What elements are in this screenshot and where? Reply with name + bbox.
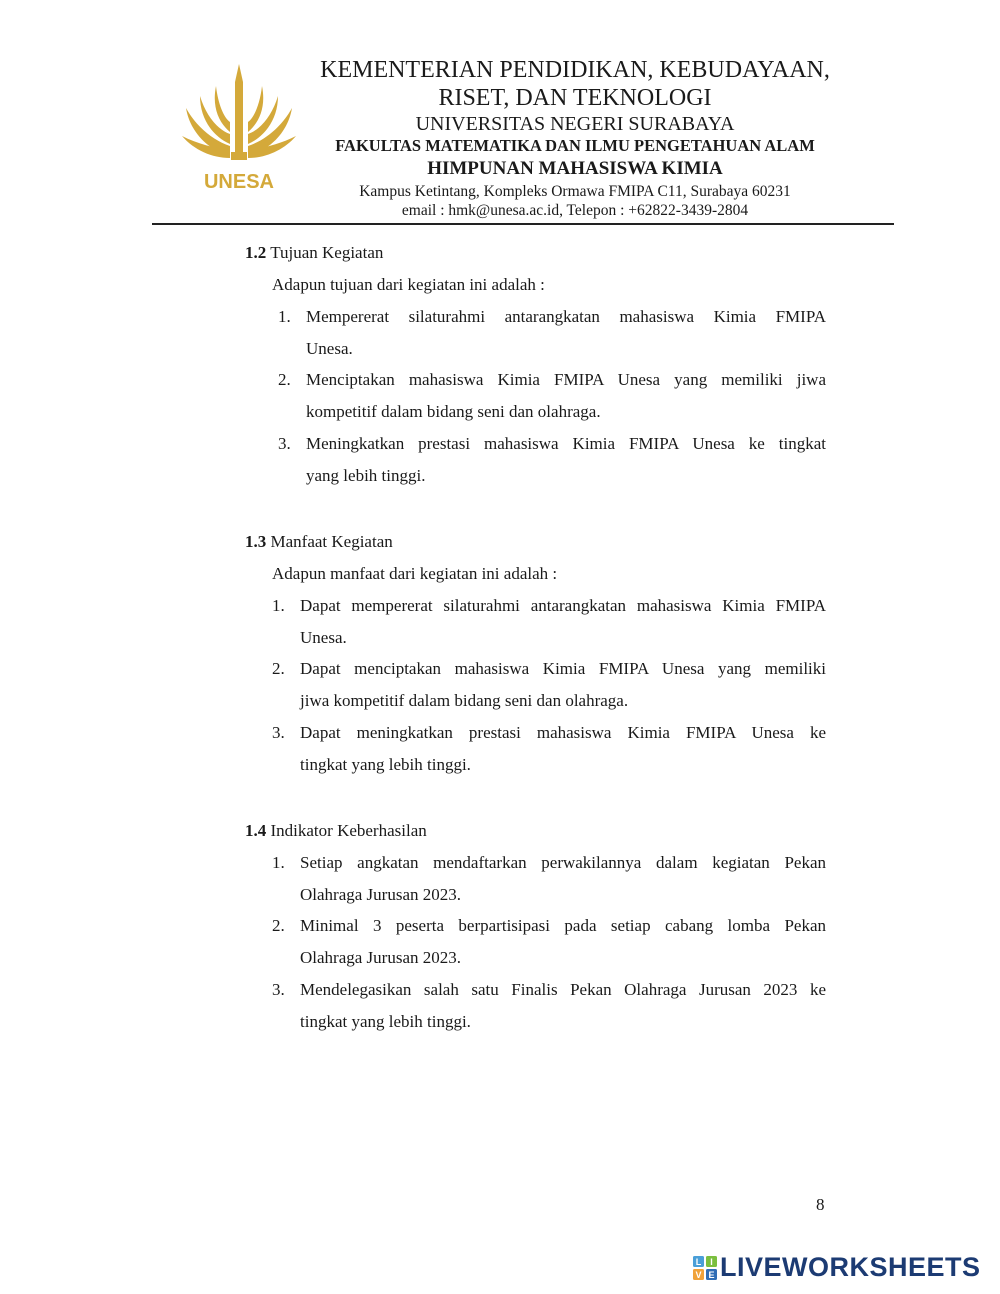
section-heading xyxy=(245,242,383,264)
list-text-line: Olahraga Jurusan 2023. xyxy=(300,948,461,967)
section-title: Tujuan Kegiatan xyxy=(270,243,384,262)
contact-line: email : hmk@unesa.ac.id, Telepon : +62822-3439-2804 xyxy=(401,202,749,219)
header-divider xyxy=(152,223,894,225)
list-number: 3. xyxy=(272,980,285,999)
section-heading xyxy=(245,531,393,553)
list-text-line: Mendelegasikan salah satu Finalis Pekan Olahraga Jurusan 2023 ke xyxy=(300,980,826,999)
unesa-logo xyxy=(178,60,300,194)
ministry-line-1: KEMENTERIAN PENDIDIKAN, KEBUDAYAAN, xyxy=(320,57,830,83)
list-number: 1. xyxy=(272,596,285,615)
list-text-line: Minimal 3 peserta berpartisipasi pada setiap cabang lomba Pekan xyxy=(300,916,826,935)
list-number: 3. xyxy=(278,434,291,453)
list-text-line: Unesa. xyxy=(306,339,353,358)
list-text-line: yang lebih tinggi. xyxy=(306,466,426,485)
section-intro: Adapun manfaat dari kegiatan ini adalah : xyxy=(272,564,558,583)
section-intro: Adapun tujuan dari kegiatan ini adalah : xyxy=(272,275,545,294)
list-number: 2. xyxy=(272,659,285,678)
list-number: 1. xyxy=(272,853,285,872)
section-number: 1.2 xyxy=(245,243,267,262)
list-text-line: Dapat menciptakan mahasiswa Kimia FMIPA Unesa yang memiliki xyxy=(300,659,826,678)
section-title: Manfaat Kegiatan xyxy=(270,532,393,551)
svg-text:E: E xyxy=(708,1269,715,1280)
list-text-line: Meningkatkan prestasi mahasiswa Kimia FMIPA Unesa ke tingkat xyxy=(306,434,826,453)
page-number: 8 xyxy=(816,1195,825,1214)
logo-text: UNESA xyxy=(203,171,275,193)
list-text-line: Mempererat silaturahmi antarangkatan mahasiswa Kimia FMIPA xyxy=(306,307,826,326)
svg-text:I: I xyxy=(710,1256,713,1267)
section-heading xyxy=(245,820,427,842)
university-name: UNIVERSITAS NEGERI SURABAYA xyxy=(415,113,735,135)
ministry-line-2: RISET, DAN TEKNOLOGI xyxy=(438,85,712,111)
section-title: Indikator Keberhasilan xyxy=(270,821,427,840)
faculty-name: FAKULTAS MATEMATIKA DAN ILMU PENGETAHUAN ALAM xyxy=(335,136,815,155)
list-text-line: tingkat yang lebih tinggi. xyxy=(300,755,471,774)
section-number: 1.4 xyxy=(245,821,267,840)
organization-name: HIMPUNAN MAHASISWA KIMIA xyxy=(427,158,723,179)
liveworksheets-text: LIVEWORKSHEETS xyxy=(720,1252,981,1282)
svg-text:V: V xyxy=(695,1269,702,1280)
list-text-line: Menciptakan mahasiswa Kimia FMIPA Unesa yang memiliki jiwa xyxy=(306,370,826,389)
liveworksheets-icon xyxy=(693,1256,717,1280)
section-number: 1.3 xyxy=(245,532,267,551)
list-text-line: tingkat yang lebih tinggi. xyxy=(300,1012,471,1031)
list-text-line: jiwa kompetitif dalam bidang seni dan olahraga. xyxy=(300,691,629,710)
list-number: 1. xyxy=(278,307,291,326)
list-text-line: kompetitif dalam bidang seni dan olahraga. xyxy=(306,402,601,421)
address-line: Kampus Ketintang, Kompleks Ormawa FMIPA C11, Surabaya 60231 xyxy=(359,183,791,200)
list-text-line: Dapat mempererat silaturahmi antarangkatan mahasiswa Kimia FMIPA xyxy=(300,596,826,615)
list-number: 3. xyxy=(272,723,285,742)
list-text-line: Setiap angkatan mendaftarkan perwakilannya dalam kegiatan Pekan xyxy=(300,853,826,872)
svg-text:L: L xyxy=(695,1256,702,1267)
list-number: 2. xyxy=(272,916,285,935)
list-text-line: Unesa. xyxy=(300,628,347,647)
list-text-line: Dapat meningkatkan prestasi mahasiswa Kimia FMIPA Unesa ke xyxy=(300,723,826,742)
list-text-line: Olahraga Jurusan 2023. xyxy=(300,885,461,904)
liveworksheets-watermark xyxy=(693,1252,981,1283)
list-number: 2. xyxy=(278,370,291,389)
